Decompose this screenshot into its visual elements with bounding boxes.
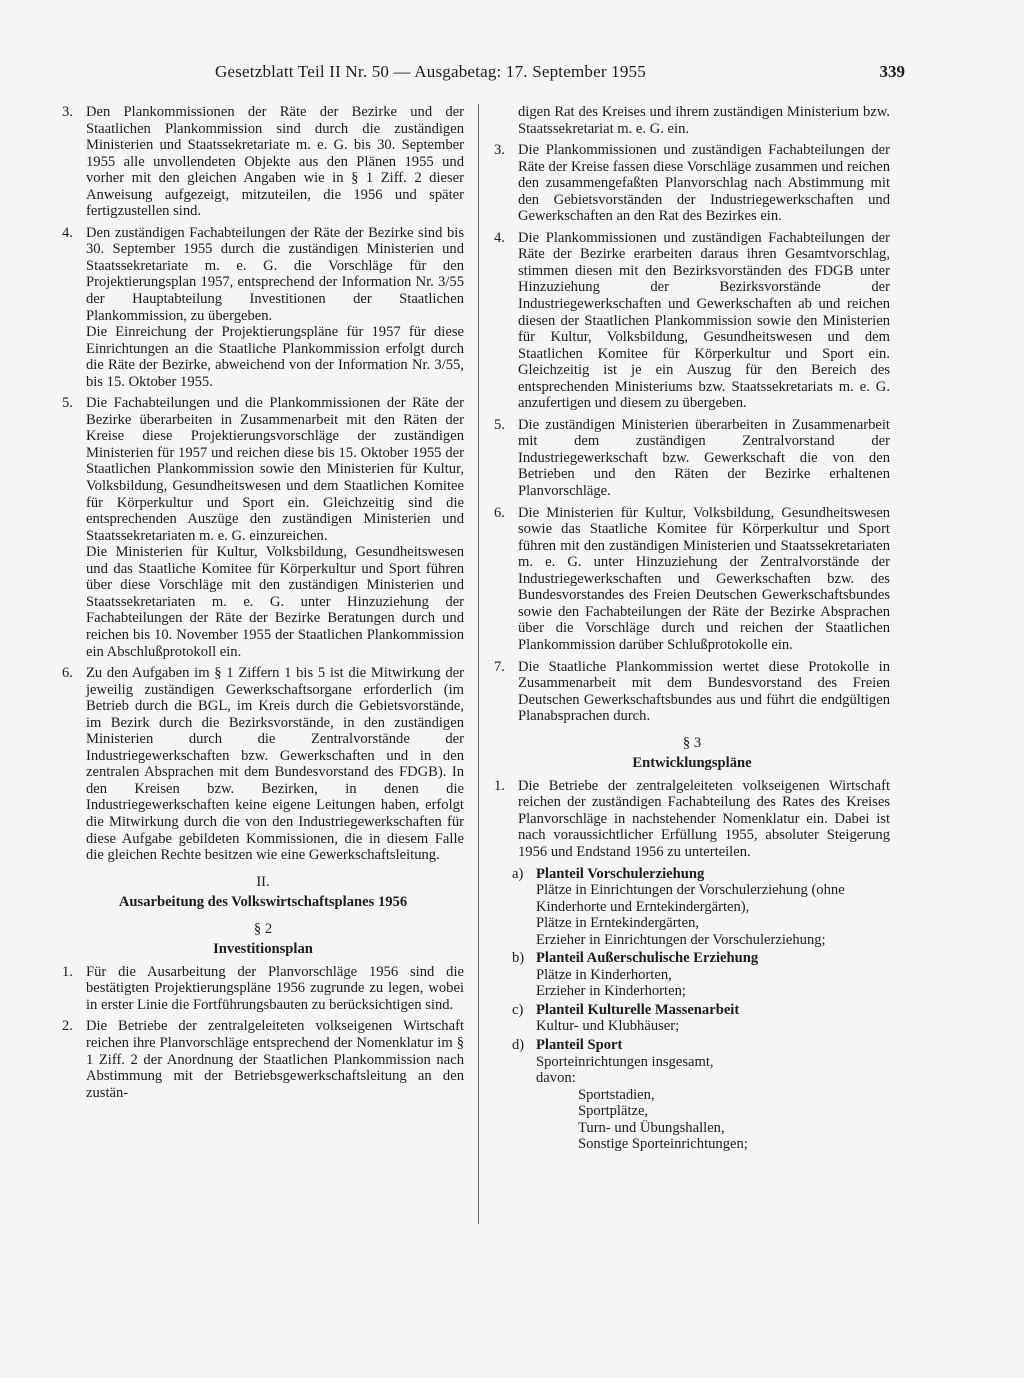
numbered-item — [494, 230, 890, 412]
numbered-item — [494, 142, 890, 225]
sub-line: Plätze in Kinderhorten, — [536, 966, 672, 983]
item-number: 1. — [494, 777, 505, 794]
sub-item — [512, 950, 890, 1000]
item-text: Die Betriebe der zentralgeleiteten volkseigenen Wirtschaft reichen der zuständigen Fachabteilung des Rates des Kreises Planvorschläge in nachstehender Nomenklatur ein. Dabei ist nach voraussichtlicher Erfüllung 1955, absoluter Steigerung 1956 und Endstand 1956 zu unterteilen. — [518, 777, 890, 860]
part-title: Ausarbeitung des Volkswirtschaftsplanes 1956 — [118, 894, 408, 911]
sub-line: Erzieher in Einrichtungen der Vorschulerziehung; — [536, 931, 826, 948]
sub-letter: d) — [512, 1036, 525, 1053]
numbered-item — [494, 417, 890, 500]
item-number: 4. — [494, 229, 505, 246]
numbered-item — [494, 505, 890, 654]
item-paragraph: Die Ministerien für Kultur, Volksbildung, Gesundheitswesen und das Staatliche Komitee für Körperkultur und Sport führen über diese Vorschläge mit den zuständigen Ministerien und Staatssekretariaten m. e. G. unter Hinzuziehung der Fachabteilungen der Räte der Bezirke Beratungen durch und reichen bis 10. November 1955 der Staatlichen Plankommission ein Abschlußprotokoll ein. — [86, 544, 464, 660]
item-paragraph: Die Plankommissionen und zuständigen Fachabteilungen der Räte der Bezirke erarbeiten daraus ihren Gesamtvorschlag, stimmen diesen mit den Bezirksvorständen des FDGB unter Hinzuziehung der Bezirksvorstände der Industriegewerkschaften und Gewerkschaften ab und reichen diesen der Staatlichen Plankommission sowie den Ministerien für Kultur, Volksbildung, Gesundheitswesen und dem Staatlichen Komitee für Körperkultur und Sport ein. Gleichzeitig ist je ein Auszug für den Bereich des entsprechenden Ministeriums bzw. Staatssekretariats m. e. G. anzufertigen und diesem zu übergeben. — [518, 229, 890, 412]
sub-item — [512, 866, 890, 949]
sub-items — [494, 866, 890, 1087]
item-paragraph: Den zuständigen Fachabteilungen der Räte der Bezirke sind bis 30. September 1955 durch die zuständigen Ministerien und Staatssekretariate m. e. G. die Vorschläge für den Projektierungsplan 1957, entsprechend der Information Nr. 3/55 der Hauptabteilung Investitionen der Staatlichen Plankommission, zu übergeben. — [86, 224, 464, 324]
page-header — [215, 62, 905, 86]
item-paragraph: Für die Ausarbeitung der Planvorschläge 1956 sind die bestätigten Projektierungspläne 1956 zugrunde zu legen, wobei in erster Linie die Fortführungsbauten zu berücksichtigen sind. — [86, 963, 464, 1013]
item-paragraph: Die Ministerien für Kultur, Volksbildung, Gesundheitswesen sowie das Staatliche Komitee für Körperkultur und Sport führen mit den zuständigen Ministerien und Staatssekretariaten m. e. G. unter Hinzuziehung der Zentralvorstände der Industriegewerkschaften und Gewerkschaften bzw. des Bundesvorstandes des Freien Deutschen Gewerkschaftsbundes sowie den Fachabteilungen der Räte der Bezirke Absprachen über die Vorschläge durch und reichen der Staatlichen Plankommission darüber Schlußprotokolle ein. — [518, 504, 890, 653]
item-paragraph: Die Betriebe der zentralgeleiteten volkseigenen Wirtschaft reichen ihre Planvorschläge entsprechend der Nomenklatur im § 1 Ziff. 2 der Anordnung der Staatlichen Plankommission nach Abstimmung mit der Betriebsgewerkschaftsleitung an den zustän- — [86, 1018, 464, 1101]
item-text — [518, 659, 890, 725]
item-text — [518, 142, 890, 225]
sub-heading: Planteil Vorschulerziehung — [536, 865, 705, 882]
column-divider — [478, 104, 479, 1224]
item-paragraph: Die Staatliche Plankommission wertet diese Protokolle in Zusammenarbeit mit dem Bundesvorstand des Freien Deutschen Gewerkschaftsbundes aus und führt die endgültigen Planabsprachen durch. — [518, 658, 890, 725]
sub-content — [536, 1037, 890, 1087]
item-number: 2. — [62, 1018, 73, 1035]
item-text — [518, 505, 890, 654]
numbered-item — [62, 104, 464, 220]
section-2-number: § 2 — [253, 920, 273, 937]
item-paragraph: Die zuständigen Ministerien überarbeiten in Zusammenarbeit mit dem zuständigen Zentralvorstand der Industriegewerkschaft bzw. Gewerkschaft die von den Betrieben und den Räten der Bezirke erhaltenen Planvorschläge. — [518, 416, 890, 500]
sub-line: Erzieher in Kinderhorten; — [536, 983, 686, 1000]
item-text — [86, 665, 464, 864]
numbered-item — [62, 225, 464, 390]
item-number: 4. — [62, 224, 73, 241]
sub-line: Plätze in Einrichtungen der Vorschulerziehung (ohne Kinderhorte und Erntekindergärten), — [536, 882, 845, 915]
sub-heading: Planteil Sport — [536, 1036, 623, 1053]
item-text — [86, 395, 464, 660]
item-paragraph: Die Plankommissionen und zuständigen Fachabteilungen der Räte der Kreise fassen diese Vorschläge zusammen und reichen den zusammengefaßten Planvorschlag nach Abstimmung mit den Gebietsvorständen der Industriegewerkschaften und Gewerkschaften an den Rat des Bezirkes ein. — [518, 142, 890, 225]
item-paragraph: Zu den Aufgaben im § 1 Ziffern 1 bis 5 ist die Mitwirkung der jeweilig zuständigen Gewerkschaftsorgane erforderlich (im Betrieb durch die BGL, im Kreis durch die Gebietsvorstände, im Bezirk durch die Bezirksvorstände, in den zuständigen Ministerien durch die Zentralvorstände der Industriegewerkschaften bzw. Gewerkschaften und in den zentralen Absprachen mit dem Bundesvorstand des FDGB). In den Kreisen bzw. Bezirken, in denen die Industriegewerkschaften keine eigene Leitungen haben, erfolgt die Mitwirkung durch die von den Industriegewerkschaften für diese Aufgabe gebildeten Kommissionen, die in diesem Falle die gleichen Rechte besitzen wie eine Gewerkschaftsleitung. — [86, 665, 464, 864]
sub-content — [536, 950, 890, 1000]
left-items-a — [62, 104, 464, 864]
item-number: 3. — [494, 142, 505, 159]
item-number: 6. — [494, 504, 505, 521]
numbered-item — [494, 778, 890, 861]
item-number: 5. — [62, 395, 73, 412]
item-text — [86, 104, 464, 220]
item-text — [86, 1018, 464, 1101]
header-title: Gesetzblatt Teil II Nr. 50 — Ausgabetag: 17. September 1955 — [215, 62, 646, 81]
item-number: 3. — [62, 104, 73, 120]
item-number: 6. — [62, 665, 73, 682]
sub-content — [536, 866, 890, 949]
item-number: 5. — [494, 416, 505, 433]
item-number: 1. — [62, 963, 73, 980]
sub-line: Kultur- und Klubhäuser; — [536, 1018, 680, 1035]
sub-line: Plätze in Erntekindergärten, — [536, 915, 700, 932]
sport-item: Sportplätze, — [578, 1103, 649, 1120]
sub-heading: Planteil Kulturelle Massenarbeit — [536, 1001, 740, 1018]
sport-item: Turn- und Übungshallen, — [578, 1119, 725, 1136]
sub-item — [512, 1037, 890, 1087]
right-column — [494, 104, 890, 1153]
numbered-item — [62, 665, 464, 864]
numbered-item — [62, 964, 464, 1014]
section-3-number: § 3 — [682, 734, 702, 751]
numbered-item — [494, 659, 890, 725]
sub-heading: Planteil Außerschulische Erziehung — [536, 950, 759, 967]
sub-letter: b) — [512, 950, 525, 967]
numbered-item — [62, 1018, 464, 1101]
numbered-item — [62, 395, 464, 660]
continuation-text: digen Rat des Kreises und ihrem zuständigen Ministerium bzw. Staatssekretariat m. e. G. ein. — [518, 104, 890, 137]
item-text — [86, 225, 464, 390]
item-paragraph: Die Einreichung der Projektierungspläne für 1957 für diese Einrichtungen an die Staatliche Plankommission erfolgt durch die Räte der Bezirke, abweichend von der Information Nr. 3/55, bis 15. Oktober 1955. — [86, 324, 464, 390]
sub-letter: a) — [512, 865, 524, 882]
sport-item: Sonstige Sporteinrichtungen; — [578, 1136, 748, 1153]
sub-content — [536, 1002, 890, 1035]
right-items-a — [494, 142, 890, 725]
sub-line: davon: — [536, 1070, 576, 1087]
section-3-title: Entwicklungspläne — [632, 755, 752, 772]
item-text — [86, 964, 464, 1014]
left-column — [62, 104, 464, 1106]
item-text — [518, 417, 890, 500]
item-paragraph: Den Plankommissionen der Räte der Bezirke und der Staatlichen Plankommission sind durch die zuständigen Ministerien und Staatssekretariate m. e. G. bis 30. September 1955 alle unvollendeten Objekte aus den Plänen 1955 und vorher mit den gleichen Angaben wie in § 1 Ziff. 2 dieser Anweisung aufgezeigt, mitzuteilen, die 1956 und später fertigzustellen sind. — [86, 104, 464, 220]
sub-letter: c) — [512, 1001, 524, 1018]
continuation-paragraph — [494, 104, 890, 137]
sub-line: Sporteinrichtungen insgesamt, — [536, 1053, 714, 1070]
sub-item — [512, 1002, 890, 1035]
part-numeral: II. — [256, 873, 270, 890]
left-items-b — [62, 964, 464, 1101]
item-paragraph: Die Fachabteilungen und die Plankommissionen der Räte der Bezirke überarbeiten in Zusammenarbeit mit den Räten der Kreise diese Projektierungsvorschläge der zuständigen Ministerien für 1957 und reichen diese bis 15. Oktober 1955 der Staatlichen Plankommission sowie den Ministerien für Kultur, Volksbildung, Gesundheitswesen und dem Staatlichen Komitee für Körperkultur und Sport ein. Gleichzeitig sind die entsprechenden Auszüge den zuständigen Ministerien und Staatssekretariaten m. e. G. einzureichen. — [86, 395, 464, 544]
item-number: 7. — [494, 658, 505, 675]
page-number: 339 — [879, 62, 905, 81]
item-text — [518, 230, 890, 412]
sport-list — [578, 1087, 890, 1153]
section-2-title: Investitionsplan — [213, 941, 313, 958]
sport-item: Sportstadien, — [578, 1086, 655, 1103]
